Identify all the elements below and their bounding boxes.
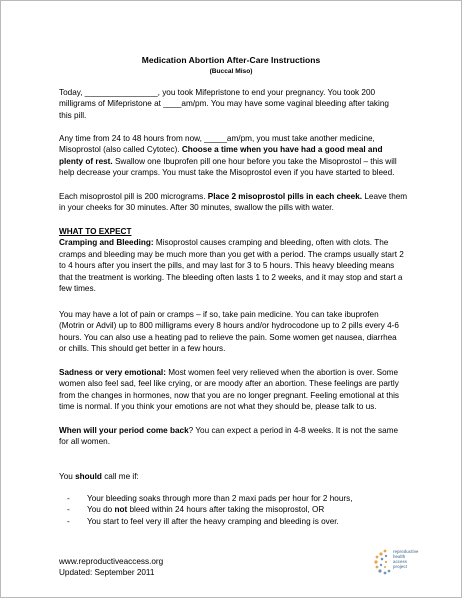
pain-line: (Motrin or Advil) up to 800 milligrams every 8 hours and/or hydrocodone up to 2 pills every 4-6 bbox=[59, 321, 399, 331]
intro-paragraph bbox=[59, 87, 419, 121]
logo-word: access bbox=[393, 559, 407, 564]
timing-line: Any time from 24 to 48 hours from now, _____am/pm, you must take another medicine, bbox=[59, 134, 375, 143]
cramp-line bbox=[59, 237, 419, 248]
cramp-line: cramps and bleeding may be much more than you get with a period. The cramps usually start 2 bbox=[59, 249, 404, 259]
cramp-line: few times. bbox=[59, 284, 96, 294]
list-item bbox=[59, 504, 419, 515]
dose-text: Each misoprostol pill is 200 micrograms. bbox=[59, 192, 208, 201]
list-item-text: You do bbox=[87, 505, 115, 515]
footer-website: www.reproductiveaccess.org bbox=[59, 557, 164, 566]
list-item-text: bleed within 24 hours after taking the misoprostol, OR bbox=[127, 505, 325, 515]
timing-emphasis: plenty of rest. bbox=[59, 156, 113, 166]
logo-word: reproductive bbox=[393, 549, 419, 554]
emotions-line bbox=[59, 367, 419, 378]
timing-line bbox=[59, 156, 419, 167]
call-list bbox=[59, 493, 419, 527]
emotions-line: from the changes in hormones, now that you are no longer pregnant. Feeling emotional at this bbox=[59, 390, 399, 400]
period-label: When will your period come back bbox=[59, 426, 189, 435]
pain-paragraph bbox=[59, 309, 419, 355]
intro-line: this pill. bbox=[59, 110, 87, 120]
dash-bullet: - bbox=[67, 505, 70, 515]
period-paragraph bbox=[59, 425, 419, 448]
emotions-line: women also feel sad, feel like crying, or are moody after an abortion. These feelings are partly bbox=[59, 379, 399, 389]
pain-line: You may have a lot of pain or cramps – if so, take pain medicine. You can take ibuprofen bbox=[59, 310, 379, 319]
list-item-text: You start to feel very ill after the heavy cramping and bleeding is over. bbox=[87, 516, 339, 526]
logo-text bbox=[393, 549, 418, 569]
dash-bullet: - bbox=[67, 494, 70, 503]
intro-line: milligrams of Mifepristone at ____am/pm. You may have some vaginal bleeding after taking bbox=[59, 99, 389, 109]
period-line bbox=[59, 425, 419, 436]
period-line: for all women. bbox=[59, 437, 110, 447]
list-item-emphasis: not bbox=[114, 505, 128, 515]
period-text: ? You can expect a period in 4-8 weeks. It is not the same bbox=[188, 426, 399, 435]
call-intro bbox=[59, 471, 419, 482]
footer-updated: Updated: September 2011 bbox=[59, 568, 155, 577]
timing-paragraph bbox=[59, 133, 419, 179]
timing-text: Misoprostol (also called Cytotec). bbox=[59, 145, 182, 155]
pain-line: or chills. This should get better in a few hours. bbox=[59, 344, 226, 354]
list-item bbox=[59, 516, 419, 527]
emotions-paragraph bbox=[59, 367, 419, 413]
dose-text: Leave them bbox=[362, 192, 408, 201]
call-intro-text: call me if: bbox=[101, 472, 139, 481]
emotions-line: time is normal. If you think your emotions are not what they should be, please talk to us. bbox=[59, 402, 377, 412]
timing-line bbox=[59, 144, 419, 155]
expect-heading: WHAT TO EXPECT bbox=[59, 227, 132, 236]
call-intro-text: You bbox=[59, 472, 76, 481]
logo-word: health bbox=[393, 554, 406, 559]
cramp-text: Misoprostol causes cramping and bleeding, often with clots. The bbox=[153, 238, 389, 248]
timing-line: help decrease your cramps. You must take the Misoprostol even if you have started to bleed. bbox=[59, 168, 395, 178]
cramp-line: that the treatment is working. The bleeding often lasts 1 to 2 weeks, and it may stop and start a bbox=[59, 272, 403, 282]
dose-paragraph bbox=[59, 191, 419, 214]
emotions-label: Sadness or very emotional: bbox=[59, 368, 166, 377]
dose-emphasis: Place 2 misoprostol pills in each cheek. bbox=[207, 192, 363, 201]
logo-word: project bbox=[393, 564, 407, 569]
document-subtitle: (Buccal Miso) bbox=[209, 68, 253, 75]
cramp-line: to 4 hours after you insert the pills, and may last for 3 to 5 hours. This heavy bleeding means bbox=[59, 261, 395, 271]
timing-text: Swallow one Ibuprofen pill one hour before you take the Misoprostol – this will bbox=[112, 156, 397, 166]
emotions-text: Most women feel very relieved when the abortion is over. Some bbox=[165, 368, 399, 377]
timing-emphasis: Choose a time when you have had a good meal and bbox=[181, 145, 383, 155]
document-title: Medication Abortion After-Care Instructions bbox=[141, 55, 321, 65]
dose-line bbox=[59, 191, 419, 202]
cramp-label: Cramping and Bleeding: bbox=[59, 238, 154, 248]
list-item-text: Your bleeding soaks through more than 2 maxi pads per hour for 2 hours, bbox=[87, 494, 353, 503]
dose-line: in your cheeks for 30 minutes. After 30 minutes, swallow the pills with water. bbox=[59, 203, 334, 213]
intro-line: Today, ________________, you took Mifepristone to end your pregnancy. You took 200 bbox=[59, 88, 376, 97]
dash-bullet: - bbox=[67, 516, 70, 526]
pain-line: hours. You can also use a heating pad to relieve the pain. Some women get nausea, diarrhea bbox=[59, 332, 397, 342]
expect-section bbox=[59, 226, 419, 294]
call-intro-emphasis: should bbox=[75, 472, 102, 481]
list-item bbox=[59, 493, 419, 504]
